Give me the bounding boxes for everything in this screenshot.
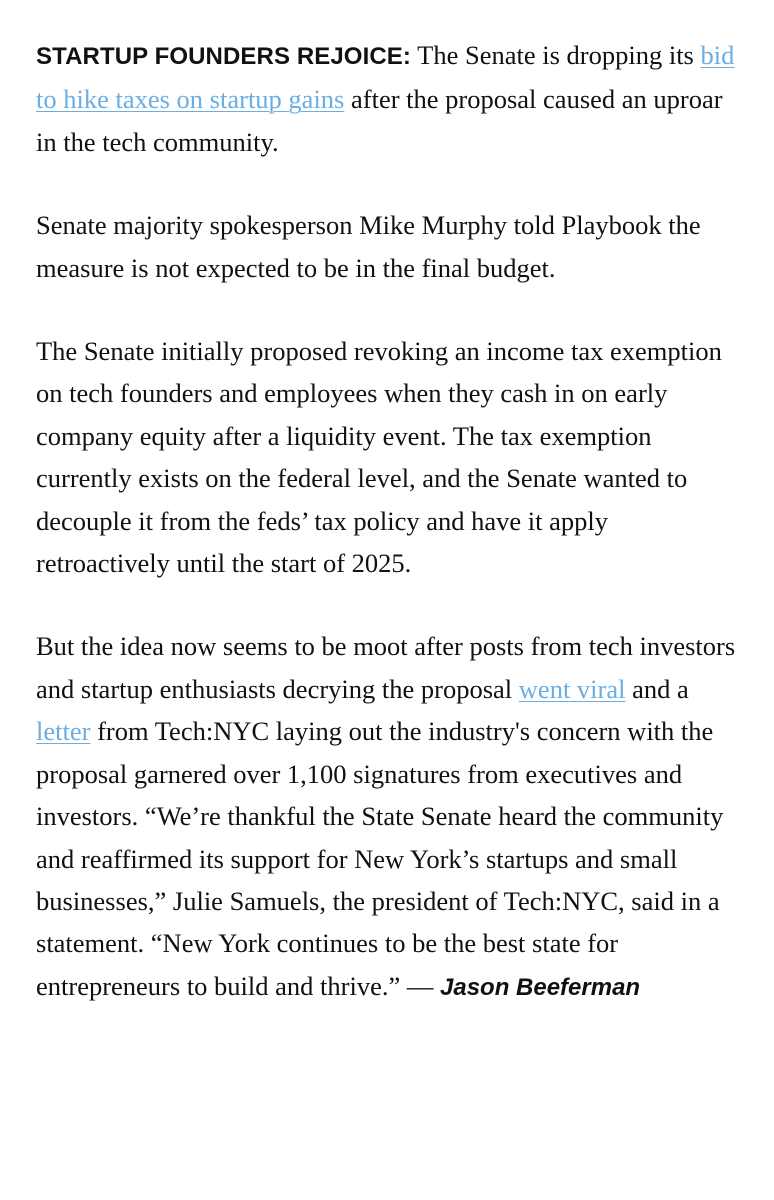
kicker-label: STARTUP FOUNDERS REJOICE: [36, 43, 411, 70]
letter-link[interactable]: letter [36, 716, 91, 747]
paragraph-tax-exemption: The Senate initially proposed revoking an income tax exemption on tech founders and employees when they cash in on early company equity after a liquidity event. The tax exemption currently exists on the federal level, and the Senate wanted to decouple it from the feds’ tax policy and have it apply retroactively until the start of 2025. [36, 336, 722, 579]
lede-text-before-link: The Senate is dropping its [410, 40, 701, 70]
outcome-text-1: But the idea now seems to be moot after posts from tech investors and startup enthusiasts decrying the proposal [36, 631, 736, 704]
went-viral-link[interactable]: went viral [518, 673, 626, 704]
paragraph-lede [36, 34, 742, 163]
outcome-text-2: and a [625, 673, 689, 704]
paragraph-spokesperson: Senate majority spokesperson Mike Murphy told Playbook the measure is not expected to be in the final budget. [36, 210, 701, 283]
author-byline: Jason Beeferman [440, 973, 641, 1001]
outcome-text-3: from Tech:NYC laying out the industry's concern with the proposal garnered over 1,100 signatures from executives and investors. “We’re thankful the State Senate heard the community and reaffirmed its support for New York’s startups and small businesses,” Julie Samuels, the president of Tech:NYC, said in a statement. “New York continues to be the best state for entrepreneurs to build and thrive.” — [36, 716, 724, 1001]
lede-text-after-link: after the proposal caused an uproar in the tech community. [36, 84, 723, 157]
paragraph-outcome [36, 625, 742, 1009]
startup-gains-tax-link[interactable]: bid to hike taxes on startup gains [36, 40, 735, 115]
article-body [36, 34, 742, 1050]
